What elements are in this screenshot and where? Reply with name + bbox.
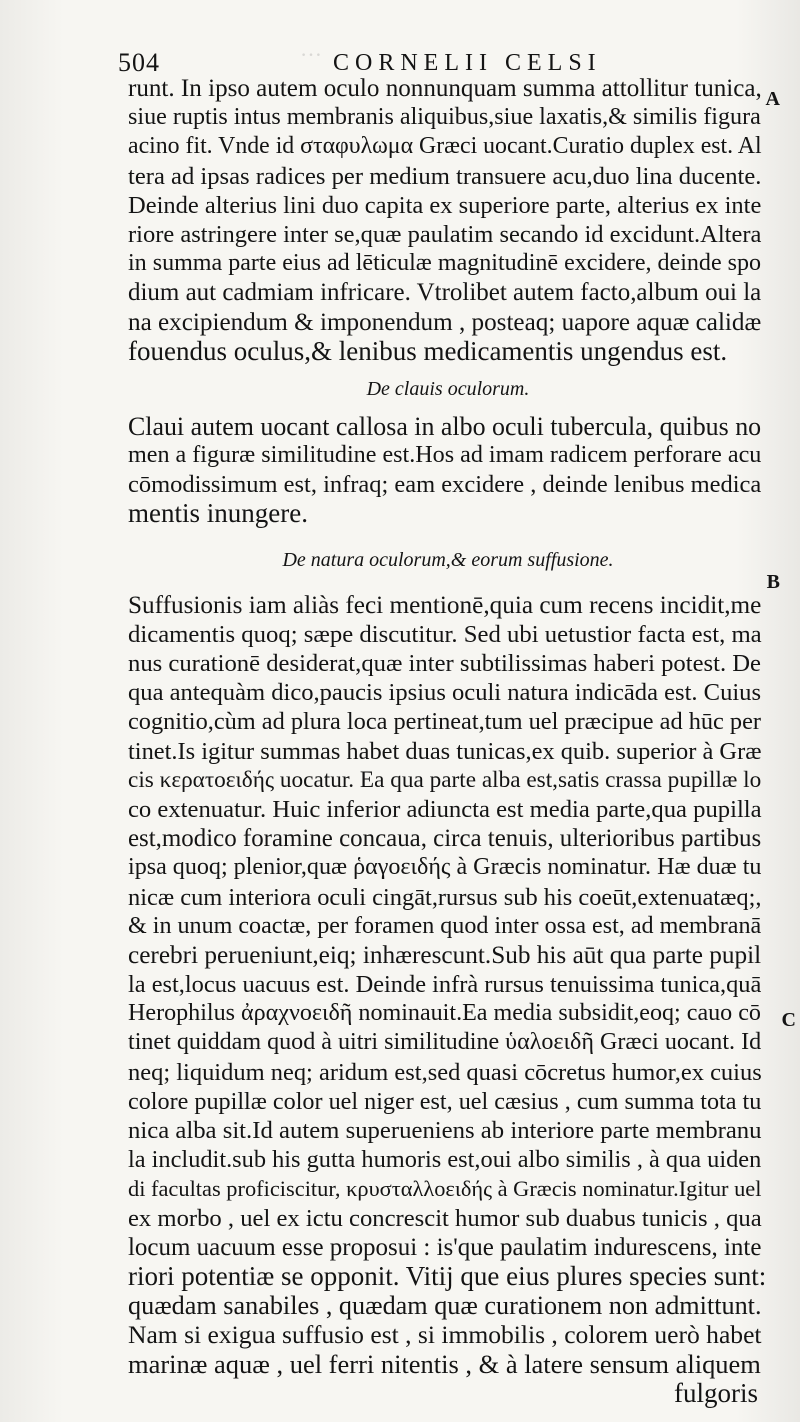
bleed-through: … (300, 36, 322, 61)
text-line: na excipiendum & imponendum , posteaq; uapore aquæ calidæ (128, 308, 762, 336)
text-line: la includit.sub his gutta humoris est,oui albo similis , à qua uiden (128, 1146, 762, 1174)
text-line: riore astringere inter se,quæ paulatim secando id excidunt.Altera (128, 220, 762, 248)
text-line: tinet.Is igitur summas habet duas tunicas,ex quib. superior à Græ (128, 737, 762, 765)
text-line: qua antequàm dico,paucis ipsius oculi natura indicāda est. Cuius (128, 679, 762, 707)
text-line: locum uacuum esse proposui : is'que paulatim indurescens, inte (128, 1233, 762, 1261)
text-line: cognitio,cùm ad plura loca pertineat,tum uel præcipue ad hūc per (128, 708, 761, 736)
text-line: Nam si exigua suffusio est , si immobilis , colorem uerò habet (128, 1320, 762, 1350)
running-title: CORNELII CELSI (333, 50, 602, 76)
text-line: cōmodissimum est, infraq; eam excidere , deinde lenibus medica (128, 471, 762, 499)
text-line: Herophilus ἀραχνοειδῆ nominauit.Ea media subsidit,eoq; cauo cō (128, 1000, 761, 1027)
main-text (128, 74, 768, 1408)
text-line: neq; liquidum neq; aridum est,sed quasi cōcretus humor,ex cuius (128, 1058, 762, 1086)
section-heading-suffusione: De natura oculorum,& eorum suffusione. (282, 548, 614, 571)
text-line: & in unum coactæ, per foramen quod inter ossa est, ad membranā (128, 912, 762, 939)
text-line: in summa parte eius ad lēticulæ magnitudinē excidere, deinde spo (128, 250, 762, 277)
text-line: fouendus oculus,& lenibus medicamentis ungendus est. (128, 336, 728, 366)
catchword: fulgoris (674, 1378, 758, 1408)
paragraph-staphyloma (128, 74, 768, 366)
text-line: nus curationē desiderat,quæ inter subtilissimas haberi potest. De (128, 650, 761, 677)
margin-letter-a: A (765, 88, 780, 110)
margin-letter-c: C (781, 1009, 796, 1031)
text-line: acino fit. Vnde id σταφυλωμα Græci uocant.Curatio duplex est. Al (128, 133, 762, 160)
text-line: est,modico foramine concaua, circa tenuis, ulterioribus partibus (128, 825, 762, 853)
text-line: nica alba sit.Id autem superueniens ab interiore parte membranu (128, 1117, 762, 1144)
text-line: di facultas proficiscitur, κρυσταλλοειδής à Græcis nominatur.Igitur uel (128, 1176, 762, 1202)
text-line: Claui autem uocant callosa in albo oculi tubercula, quibus no (128, 411, 762, 441)
paragraph-clauis (128, 412, 768, 529)
text-line: Deinde alterius lini duo capita ex superiore parte, alterius ex inte (128, 191, 762, 219)
section-heading-clauis: De clauis oculorum. (366, 377, 530, 400)
text-line: marinæ aquæ , uel ferri nitentis , & à latere sensum aliquem (128, 1349, 761, 1379)
text-line: Suffusionis iam aliàs feci mentionē,quia cum recens incidit,me (128, 591, 762, 619)
text-line: ipsa quoq; plenior,quæ ῥαγοειδής à Græcis nominatur. Hæ duæ tu (128, 854, 762, 881)
text-line: quædam sanabiles , quædam quæ curationem non admittunt. (128, 1291, 762, 1321)
text-line: dicamentis quoq; sæpe discutitur. Sed ubi uetustior facta est, ma (128, 620, 762, 648)
text-line: cis κερατοειδής uocatur. Ea qua parte alba est,satis crassa pupillæ lo (128, 766, 762, 793)
text-line: tera ad ipsas radices per medium transuere acu,duo lina ducente. (128, 162, 762, 190)
spacer (128, 583, 768, 591)
text-line: tinet quiddam quod à uitri similitudine ὑαλοειδῆ Græci uocant. Id (128, 1029, 762, 1056)
margin-letter-b: B (766, 571, 780, 593)
text-line: ex morbo , uel ex ictu concrescit humor sub duabus tunicis , qua (128, 1204, 762, 1232)
page-number: 504 (118, 48, 160, 77)
text-line: nicæ cum interiora oculi cingāt,rursus sub his coeūt,extenuatæq;, (128, 883, 762, 911)
spacer (128, 529, 768, 537)
text-line: dium aut cadmiam infricare. Vtrolibet autem facto,album oui la (128, 279, 762, 307)
paragraph-suffusione (128, 591, 768, 1379)
text-line: men a figuræ similitudine est.Hos ad imam radicem perforare acu (128, 442, 762, 469)
text-line: runt. In ipso autem oculo nonnunquam summa attollitur tunica, (128, 75, 762, 102)
text-line: colore pupillæ color uel niger est, uel cæsius , cum summa tota tu (128, 1087, 762, 1115)
text-line: mentis inungere. (128, 499, 308, 529)
text-line: siue ruptis intus membranis aliquibus,siue laxatis,& similis figura (128, 104, 761, 131)
text-line: co extenuatur. Huic inferior adiuncta est media parte,qua pupilla (128, 795, 762, 823)
text-line: la est,locus uacuus est. Deinde infrà rursus tenuissima tunica,quā (128, 971, 762, 999)
text-line: riori potentiæ se opponit. Vitij que eius plures species sunt: (128, 1261, 767, 1291)
text-line: cerebri perueniunt,eiq; inhærescunt.Sub his aūt qua parte pupil (128, 940, 762, 969)
